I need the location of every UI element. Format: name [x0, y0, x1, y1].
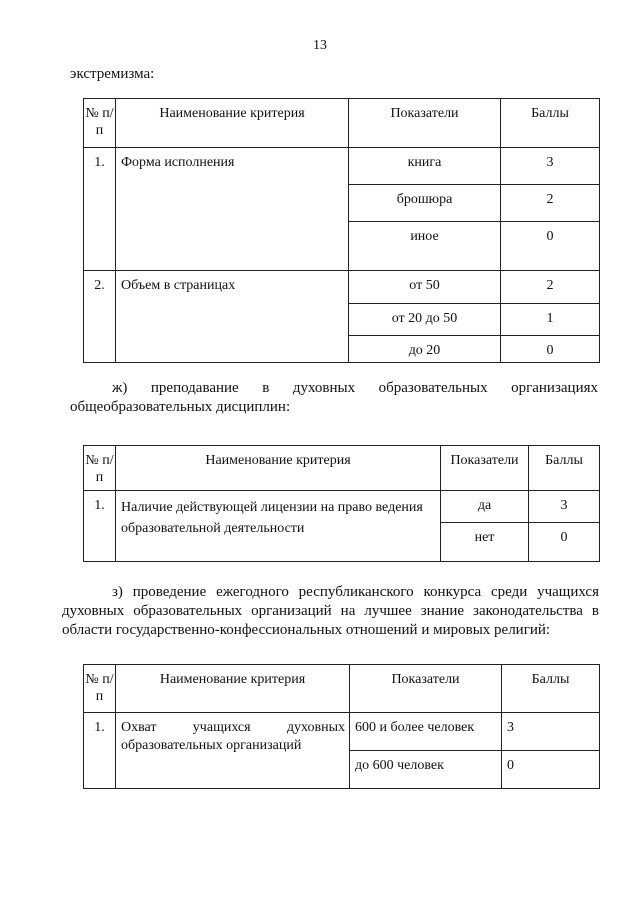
row-num: 2. [84, 271, 116, 363]
indicator-cell: иное [349, 222, 501, 271]
paragraph-zh [70, 379, 598, 417]
row-num: 1. [84, 491, 116, 562]
header-num: № п/п [84, 665, 116, 713]
paragraph-line: области государственно-конфессиональных отношений и мировых религий: [62, 622, 551, 638]
indicator-cell: от 20 до 50 [349, 304, 501, 336]
score-cell: 0 [501, 336, 600, 363]
table-header-row [84, 99, 600, 148]
row-criterion [116, 713, 350, 789]
score-cell: 2 [501, 271, 600, 304]
score-cell: 3 [502, 713, 600, 751]
header-criterion: Наименование критерия [116, 665, 350, 713]
criteria-table-2 [83, 445, 600, 562]
header-scores: Баллы [529, 446, 600, 491]
table-row [84, 491, 600, 523]
paragraph-line: з) проведение ежегодного республиканского конкурса среди учащихся [112, 584, 599, 600]
table-row [84, 713, 600, 751]
criteria-table-1 [83, 98, 600, 363]
paragraph-line: ж) преподавание в духовных образовательных организациях [112, 380, 598, 396]
score-cell: 0 [501, 222, 600, 271]
header-indicators: Показатели [350, 665, 502, 713]
criterion-line: образовательных организаций [121, 738, 302, 753]
indicator-cell: да [441, 491, 529, 523]
indicator-cell: брошюра [349, 185, 501, 222]
score-cell: 0 [502, 751, 600, 789]
indicator-cell: от 50 [349, 271, 501, 304]
header-indicators: Показатели [441, 446, 529, 491]
header-scores: Баллы [502, 665, 600, 713]
indicator-cell: до 20 [349, 336, 501, 363]
page-number: 13 [313, 38, 327, 53]
score-cell: 2 [501, 185, 600, 222]
table-row [84, 148, 600, 185]
score-cell: 0 [529, 523, 600, 562]
header-num: № п/п [84, 446, 116, 491]
table-header-row [84, 665, 600, 713]
indicator-cell: до 600 человек [350, 751, 502, 789]
paragraph-line: общеобразовательных дисциплин: [70, 399, 291, 415]
indicator-cell: 600 и более человек [350, 713, 502, 751]
table-header-row [84, 446, 600, 491]
score-cell: 1 [501, 304, 600, 336]
score-cell: 3 [501, 148, 600, 185]
header-criterion: Наименование критерия [116, 99, 349, 148]
row-num: 1. [84, 148, 116, 271]
table-row [84, 271, 600, 304]
indicator-cell: нет [441, 523, 529, 562]
paragraph-z [62, 583, 599, 640]
row-num: 1. [84, 713, 116, 789]
header-scores: Баллы [501, 99, 600, 148]
paragraph-line: духовных образовательных организаций на лучшее знание законодательства в [62, 603, 599, 619]
score-cell: 3 [529, 491, 600, 523]
header-indicators: Показатели [349, 99, 501, 148]
row-criterion: Объем в страницах [116, 271, 349, 363]
row-criterion: Форма исполнения [116, 148, 349, 271]
row-criterion: Наличие действующей лицензии на право ведения образовательной деятельности [116, 491, 441, 562]
criterion-line: Охват учащихся духовных [121, 720, 345, 735]
criteria-table-3 [83, 664, 600, 789]
intro-line: экстремизма: [70, 66, 155, 82]
indicator-cell: книга [349, 148, 501, 185]
header-num: № п/п [84, 99, 116, 148]
header-criterion: Наименование критерия [116, 446, 441, 491]
